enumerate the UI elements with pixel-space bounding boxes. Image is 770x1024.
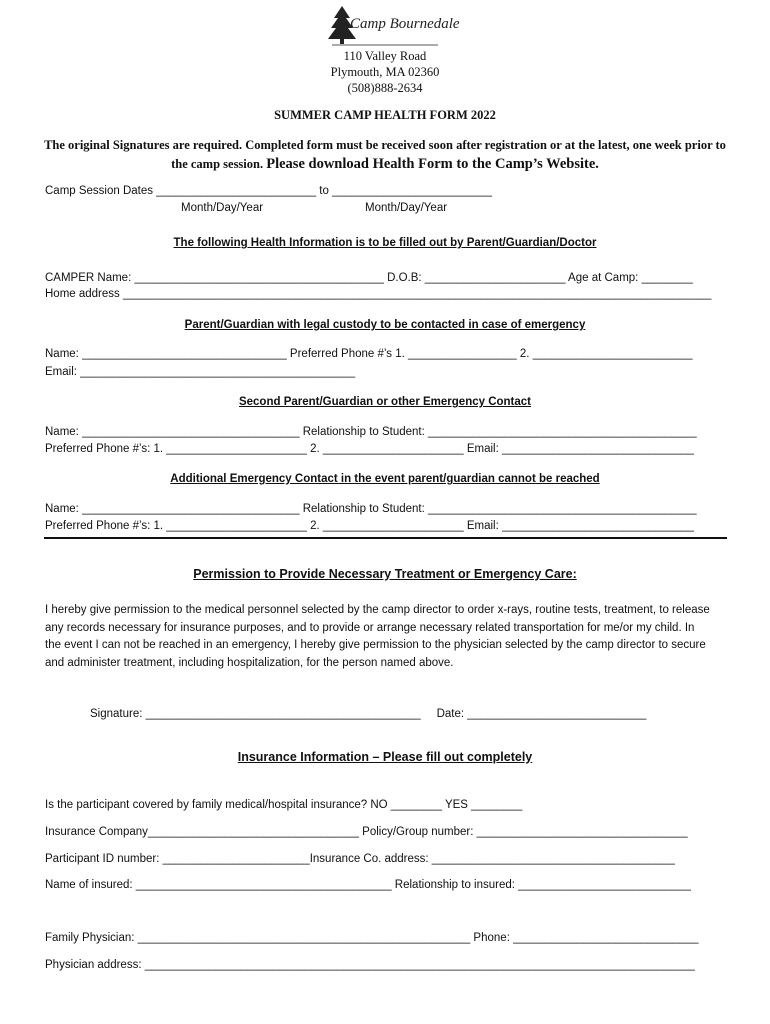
additional-contact-heading: Additional Emergency Contact in the event parent/guardian cannot be reached <box>170 473 600 485</box>
session-start-hint: Month/Day/Year <box>181 202 264 214</box>
address-line-1: 110 Valley Road <box>343 49 427 63</box>
health-info-heading: The following Health Information is to be filled out by Parent/Guardian/Doctor <box>173 237 597 249</box>
permission-text: I hereby give permission to the medical personnel selected by the camp director to order x-rays, routine tests, treatment, to release any records necessary for insurance purposes, and to provide or arrange necessary related transportation for me/or my child. In the event I can not be reached in an emergency, I hereby give permission to the physician selected by the camp director to secure and administer treatment, including hospitalization, for the person named above. <box>45 604 710 669</box>
guardian-name-phone-field[interactable]: Name: ________________________________ Preferred Phone #’s 1. _________________ 2. _________________________ <box>45 348 693 360</box>
guardian-heading: Parent/Guardian with legal custody to be contacted in case of emergency <box>184 319 586 331</box>
insurance-company-field[interactable]: Insurance Company_________________________________ Policy/Group number: _________________________________ <box>45 826 688 838</box>
family-physician-field[interactable]: Family Physician: ____________________________________________________ Phone: _____________________________ <box>45 932 699 944</box>
additional-contact-phone-field[interactable]: Preferred Phone #’s: 1. ______________________ 2. ______________________ Email: ______________________________ <box>45 520 694 532</box>
section-divider <box>44 537 727 539</box>
additional-contact-name-field[interactable]: Name: __________________________________ Relationship to Student: __________________________________________ <box>45 503 697 515</box>
guardian-email-field[interactable]: Email: ___________________________________________ <box>45 366 356 378</box>
insurance-coverage-field[interactable]: Is the participant covered by family medical/hospital insurance? NO ________ YES ________ <box>45 799 523 811</box>
permission-heading: Permission to Provide Necessary Treatment or Emergency Care: <box>193 567 577 581</box>
participant-id-field[interactable]: Participant ID number: _______________________Insurance Co. address: ______________________________________ <box>45 853 675 865</box>
svg-text:Camp Bournedale: Camp Bournedale <box>350 16 460 32</box>
notice-text: The original Signatures are required. Completed form must be received soon after registration or at the latest, one week prior to the camp session. <box>44 138 726 171</box>
second-contact-name-field[interactable]: Name: __________________________________ Relationship to Student: __________________________________________ <box>45 426 697 438</box>
home-address-field[interactable]: Home address ____________________________________________________________________________________________ <box>45 288 712 300</box>
second-contact-phone-field[interactable]: Preferred Phone #’s: 1. ______________________ 2. ______________________ Email: ______________________________ <box>45 443 694 455</box>
signature-date-field[interactable]: Signature: ___________________________________________ Date: ____________________________ <box>90 708 647 720</box>
session-dates-field[interactable]: Camp Session Dates _________________________ to _________________________ <box>45 185 492 197</box>
camp-phone: (508)888-2634 <box>347 81 423 95</box>
signature-notice <box>40 136 730 174</box>
camp-logo <box>326 4 460 48</box>
session-end-hint: Month/Day/Year <box>365 202 448 214</box>
download-notice: Please download Health Form to the Camp’s Website. <box>266 156 599 172</box>
camper-name-dob-age-field[interactable]: CAMPER Name: _______________________________________ D.O.B: ______________________ Age at Camp: ________ <box>45 272 693 284</box>
insurance-heading: Insurance Information – Please fill out completely <box>237 750 533 764</box>
name-of-insured-field[interactable]: Name of insured: ________________________________________ Relationship to insured: ___________________________ <box>45 879 691 891</box>
address-line-2: Plymouth, MA 02360 <box>330 65 440 79</box>
second-contact-heading: Second Parent/Guardian or other Emergency Contact <box>238 396 532 408</box>
form-title: SUMMER CAMP HEALTH FORM 2022 <box>274 108 496 122</box>
physician-address-field[interactable]: Physician address: ______________________________________________________________________________________ <box>45 959 695 971</box>
